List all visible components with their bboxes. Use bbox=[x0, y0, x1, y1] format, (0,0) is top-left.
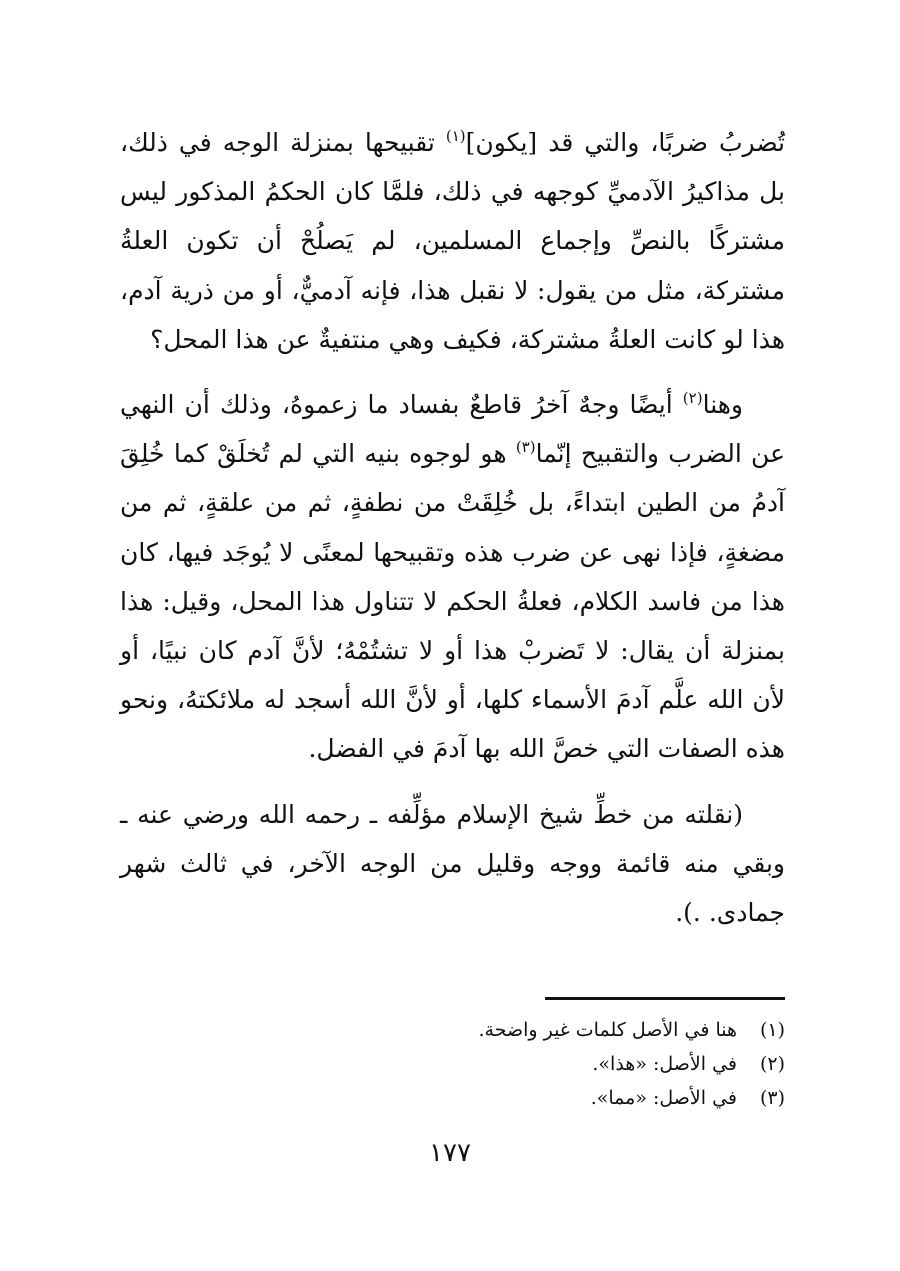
paragraph-2 bbox=[120, 380, 785, 774]
footnote-text: في الأصل: «هذا». bbox=[592, 1053, 737, 1075]
footnote-text: هنا في الأصل كلمات غير واضحة. bbox=[478, 1019, 737, 1041]
footnote-1 bbox=[360, 1013, 785, 1047]
paragraph-1-part-a: تُضربُ ضربًا، والتي قد [يكون] bbox=[465, 128, 785, 157]
footnote-2 bbox=[360, 1047, 785, 1081]
paragraph-2-part-b: أيضًا وجهٌ آخرُ قاطعٌ بفساد ما زعموهُ، وذلك أن النهي عن الضرب والتقبيح إنّما bbox=[120, 390, 785, 469]
footnote-text: في الأصل: «مما». bbox=[590, 1087, 737, 1109]
paragraph-2-part-a: وهنا bbox=[702, 390, 743, 420]
footnote-number: (٣) bbox=[759, 1087, 785, 1109]
paragraph-3: (نقلته من خطِّ شيخ الإسلام مؤلِّفه ـ رحمه الله ورضي عنه ـ وبقي منه قائمة ووجه وقليل من الوجه الآخر، في ثالث شهر جمادى. .). bbox=[120, 799, 785, 928]
page-number: ١٧٧ bbox=[429, 1138, 471, 1168]
footnote-number: (٢) bbox=[759, 1053, 785, 1075]
footnotes bbox=[360, 1013, 785, 1115]
footnote-3 bbox=[360, 1081, 785, 1115]
paragraph-1 bbox=[120, 118, 785, 364]
footnote-number: (١) bbox=[759, 1019, 785, 1041]
footnote-ref-2: (٢) bbox=[682, 389, 703, 408]
main-text bbox=[120, 118, 785, 953]
footnote-separator bbox=[545, 997, 785, 1000]
footnote-ref-1: (١) bbox=[445, 127, 466, 145]
footnote-ref-3: (٣) bbox=[515, 438, 536, 457]
paragraph-1-part-b: تقبيحها بمنزلة الوجه في ذلك، بل مذاكيرُ الآدميِّ كوجهه في ذلك، فلمَّا كان الحكمُ المذكور ليس مشتركًا بالنصِّ وإجماع المسلمين، لم يَصلُحْ أن تكون العلةُ مشتركة، مثل من يقول: لا نقبل هذا، فإنه آدميٌّ، أو من ذرية آدم، هذا لو كانت العلةُ مشتركة، فكيف وهي منتفيةٌ عن هذا المحل؟ bbox=[120, 128, 785, 354]
paragraph-2-part-c: هو لوجوه بنيه التي لم تُخلَقْ كما خُلِقَ آدمُ من الطين ابتداءً، بل خُلِقَتْ من نطفةٍ، ثم من علقةٍ، ثم من مضغةٍ، فإذا نهى عن ضرب هذه وتقبيحها لمعنًى لا يُوجَد فيها، كان هذا من فاسد الكلام، فعلةُ الحكم لا تتناول هذا المحل، وقيل: هذا بمنزلة أن يقال: لا تَضربْ هذا أو لا تشتُمْهُ؛ لأنَّ آدم كان نبيًا، أو لأن الله علَّم آدمَ الأسماء كلها، أو لأنَّ الله أسجد له ملائكتهُ، ونحو هذه الصفات التي خصَّ الله بها آدمَ في الفضل. bbox=[120, 439, 785, 764]
